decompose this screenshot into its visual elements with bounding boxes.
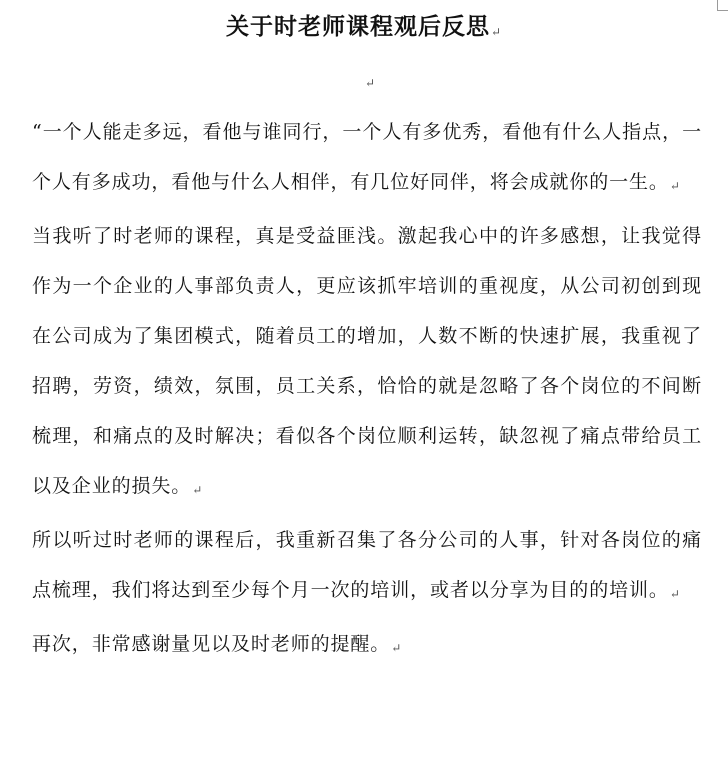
document-title xyxy=(0,10,728,49)
title-text: 关于时老师课程观后反思 xyxy=(225,13,490,40)
document-body xyxy=(32,107,702,673)
paragraph-action xyxy=(32,515,702,619)
paragraph-mark-icon: ↵ xyxy=(192,483,204,497)
paragraph-mark-icon: ↵ xyxy=(490,25,503,39)
paragraph-reflection xyxy=(32,211,702,515)
paragraph-text: 再次，非常感谢量见以及时老师的提醒。 xyxy=(32,633,391,655)
paragraph-text: “一个人能走多远，看他与谁同行，一个人有多优秀，看他有什么人指点，一个人有多成功，看他与什么人相伴，有几位好同伴，将会成就你的一生。 xyxy=(32,121,702,193)
paragraph-mark-icon: ↵ xyxy=(365,76,376,90)
next-line-fragment xyxy=(34,757,174,762)
paragraph-mark-icon: ↵ xyxy=(391,641,403,655)
paragraph-mark-icon: ↵ xyxy=(669,179,681,193)
paragraph-quote xyxy=(32,107,702,211)
paragraph-text: 所以听过时老师的课程后，我重新召集了各分公司的人事，针对各岗位的痛点梳理，我们将达到至少每个月一次的培训，或者以分享为目的的培训。 xyxy=(32,529,702,601)
paragraph-mark-icon: ↵ xyxy=(669,587,681,601)
paragraph-text: 当我听了时老师的课程，真是受益匪浅。激起我心中的许多感想，让我觉得作为一个企业的人事部负责人，更应该抓牢培训的重视度，从公司初创到现在公司成为了集团模式，随着员工的增加，人数不断的快速扩展，我重视了招聘，劳资，绩效，氛围，员工关系，恰恰的就是忽略了各个岗位的不间断梳理，和痛点的及时解决；看似各个岗位顺利运转，缺忽视了痛点带给员工以及企业的损失。 xyxy=(32,225,702,497)
paragraph-thanks xyxy=(32,619,702,673)
empty-paragraph xyxy=(364,70,375,90)
